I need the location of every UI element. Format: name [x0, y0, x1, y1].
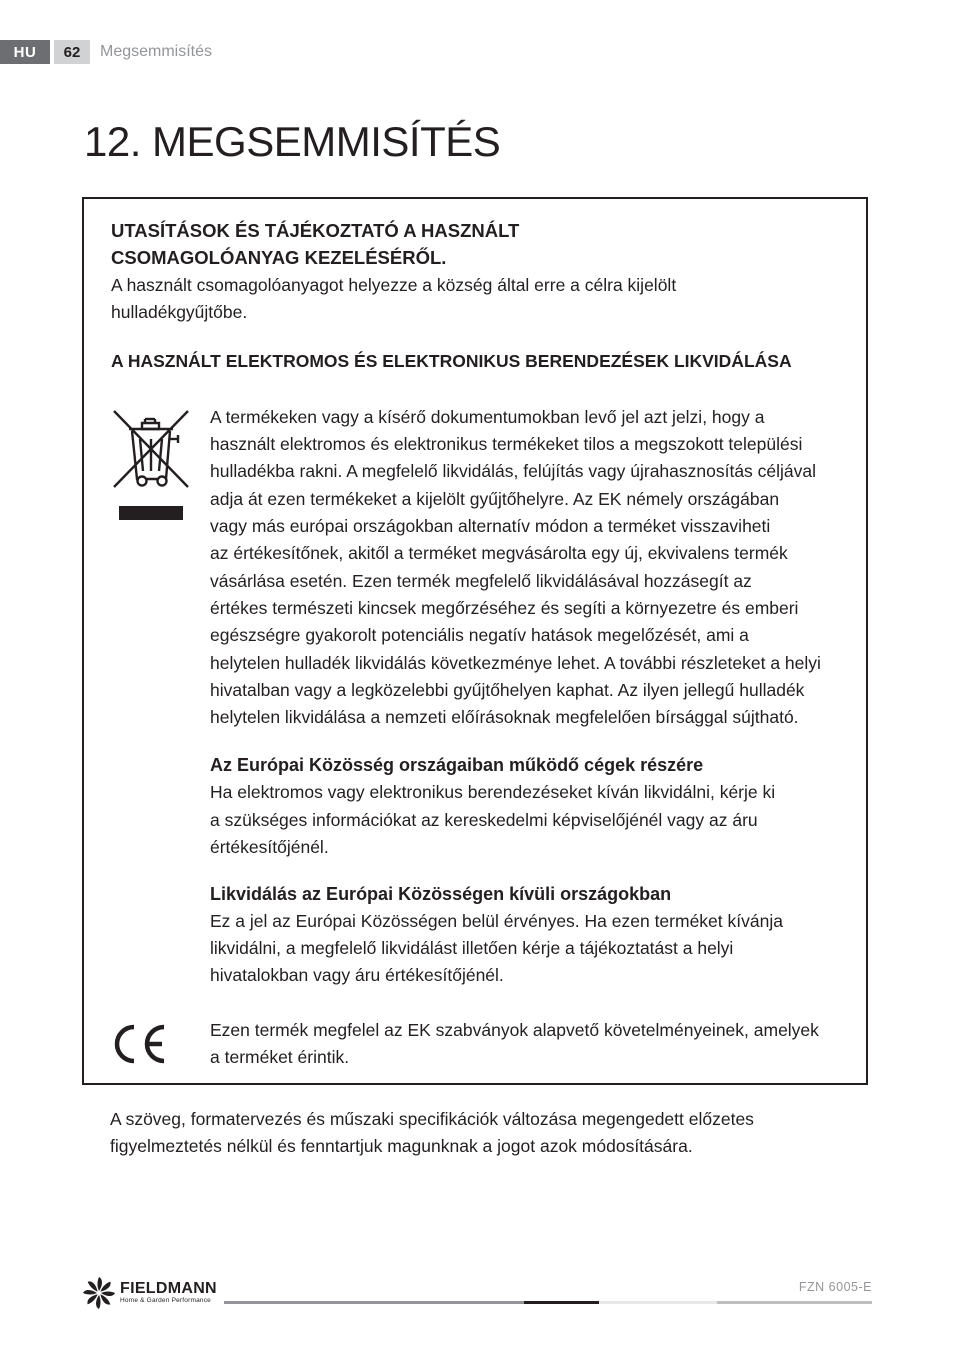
- ce-mark-icon: [110, 1023, 168, 1065]
- electrical-text-line: hivatalban vagy a legközelebbi gyűjtőhelyen kaphat. Az ilyen jellegű hulladék: [210, 680, 805, 700]
- page-header: [0, 40, 212, 64]
- ce-text-line: a terméket érintik.: [210, 1047, 350, 1067]
- ce-text-line: Ezen termék megfelel az EK szabványok alapvető követelményeinek, amelyek: [210, 1020, 819, 1040]
- packaging-heading-line-2: CSOMAGOLÓANYAG KEZELÉSÉRŐL.: [111, 247, 447, 268]
- electrical-disposal-heading: A HASZNÁLT ELEKTROMOS ÉS ELEKTRONIKUS BERENDEZÉSEK LIKVIDÁLÁSA: [111, 351, 792, 371]
- eu-companies-text-line: értékesítőjénél.: [210, 837, 329, 857]
- eu-companies-text-line: Ha elektromos vagy elektronikus berendezéseket kíván likvidálni, kérje ki: [210, 782, 776, 802]
- electrical-text-line: helytelen likvidálása a nemzeti előírásoknak megfelelően bírsággal sújtható.: [210, 707, 799, 727]
- electrical-text-line: egészségre gyakorolt potenciális negatív hatások megelőzését, ami a: [210, 625, 749, 645]
- packaging-text-line: hulladékgyűjtőbe.: [111, 302, 248, 322]
- crossed-out-wheelie-bin-icon: [112, 409, 190, 525]
- eu-companies-text-line: a szükséges információkat az kereskedelmi képviselőjénél vagy az áru: [210, 810, 758, 830]
- electrical-text-line: az értékesítőnek, akitől a terméket megvásárolta egy új, ekvivalens termék: [210, 543, 788, 563]
- outside-eu-text-line: likvidálni, a megfelelő likvidálást illetően kérje a tájékoztatást a helyi: [210, 938, 734, 958]
- language-badge: HU: [0, 40, 50, 64]
- model-number: FZN 6005-E: [798, 1280, 872, 1294]
- footer-rule-segment: [524, 1301, 599, 1304]
- electrical-text-line: használt elektromos és elektronikus termékeket tilos a megszokott települési: [210, 434, 803, 454]
- running-section-title: Megsemmisítés: [100, 43, 213, 60]
- footer-rule-segment: [224, 1301, 524, 1304]
- electrical-text-line: vagy más európai országokban alternatív módon a terméket visszaviheti: [210, 516, 771, 536]
- brand-tagline: Home & Garden Performance: [120, 1297, 211, 1304]
- electrical-text-line: vásárlása esetén. Ezen termék megfelelő likvidálásával hozzásegít az: [210, 571, 752, 591]
- change-notice-line: figyelmeztetés nélkül és fenntartjuk magunknak a jogot azok módosítására.: [110, 1136, 693, 1156]
- change-notice-line: A szöveg, formatervezés és műszaki specifikációk változása megengedett előzetes: [110, 1109, 754, 1129]
- electrical-text-line: helytelen hulladék likvidálás következménye lehet. A további részleteket a helyi: [210, 653, 821, 673]
- chapter-title: 12. MEGSEMMISÍTÉS: [84, 118, 501, 165]
- disposal-info-box: [82, 197, 868, 1085]
- packaging-heading-line-1: UTASÍTÁSOK ÉS TÁJÉKOZTATÓ A HASZNÁLT: [111, 220, 520, 241]
- fieldmann-flower-icon: [82, 1276, 116, 1310]
- brand-logo: [82, 1276, 217, 1310]
- electrical-text-line: hulladékba rakni. A megfelelő likvidálás, felújítás vagy újrahasznosítás céljával: [210, 461, 817, 481]
- electrical-text-line: A termékeken vagy a kísérő dokumentumokban levő jel azt jelzi, hogy a: [210, 407, 765, 427]
- packaging-text-line: A használt csomagolóanyagot helyezze a község által erre a célra kijelölt: [111, 275, 677, 295]
- electrical-text-line: értékes természeti kincsek megőrzéséhez és segíti a környezetre és emberi: [210, 598, 799, 618]
- page-number: 62: [54, 40, 90, 64]
- outside-eu-text-line: Ez a jel az Európai Közösségen belül érvényes. Ha ezen terméket kívánja: [210, 911, 783, 931]
- footer-rule-segment: [599, 1301, 717, 1304]
- outside-eu-heading: Likvidálás az Európai Közösségen kívüli országokban: [210, 884, 672, 904]
- footer-rule-segment: [717, 1301, 872, 1304]
- outside-eu-text-line: hivatalokban vagy áru értékesítőjénél.: [210, 965, 504, 985]
- electrical-text-line: adja át ezen termékeket a kijelölt gyűjtőhelyre. Az EK némely országában: [210, 489, 780, 509]
- eu-companies-heading: Az Európai Közösség országaiban működő cégek részére: [210, 755, 704, 775]
- brand-name: FIELDMANN: [120, 1280, 217, 1297]
